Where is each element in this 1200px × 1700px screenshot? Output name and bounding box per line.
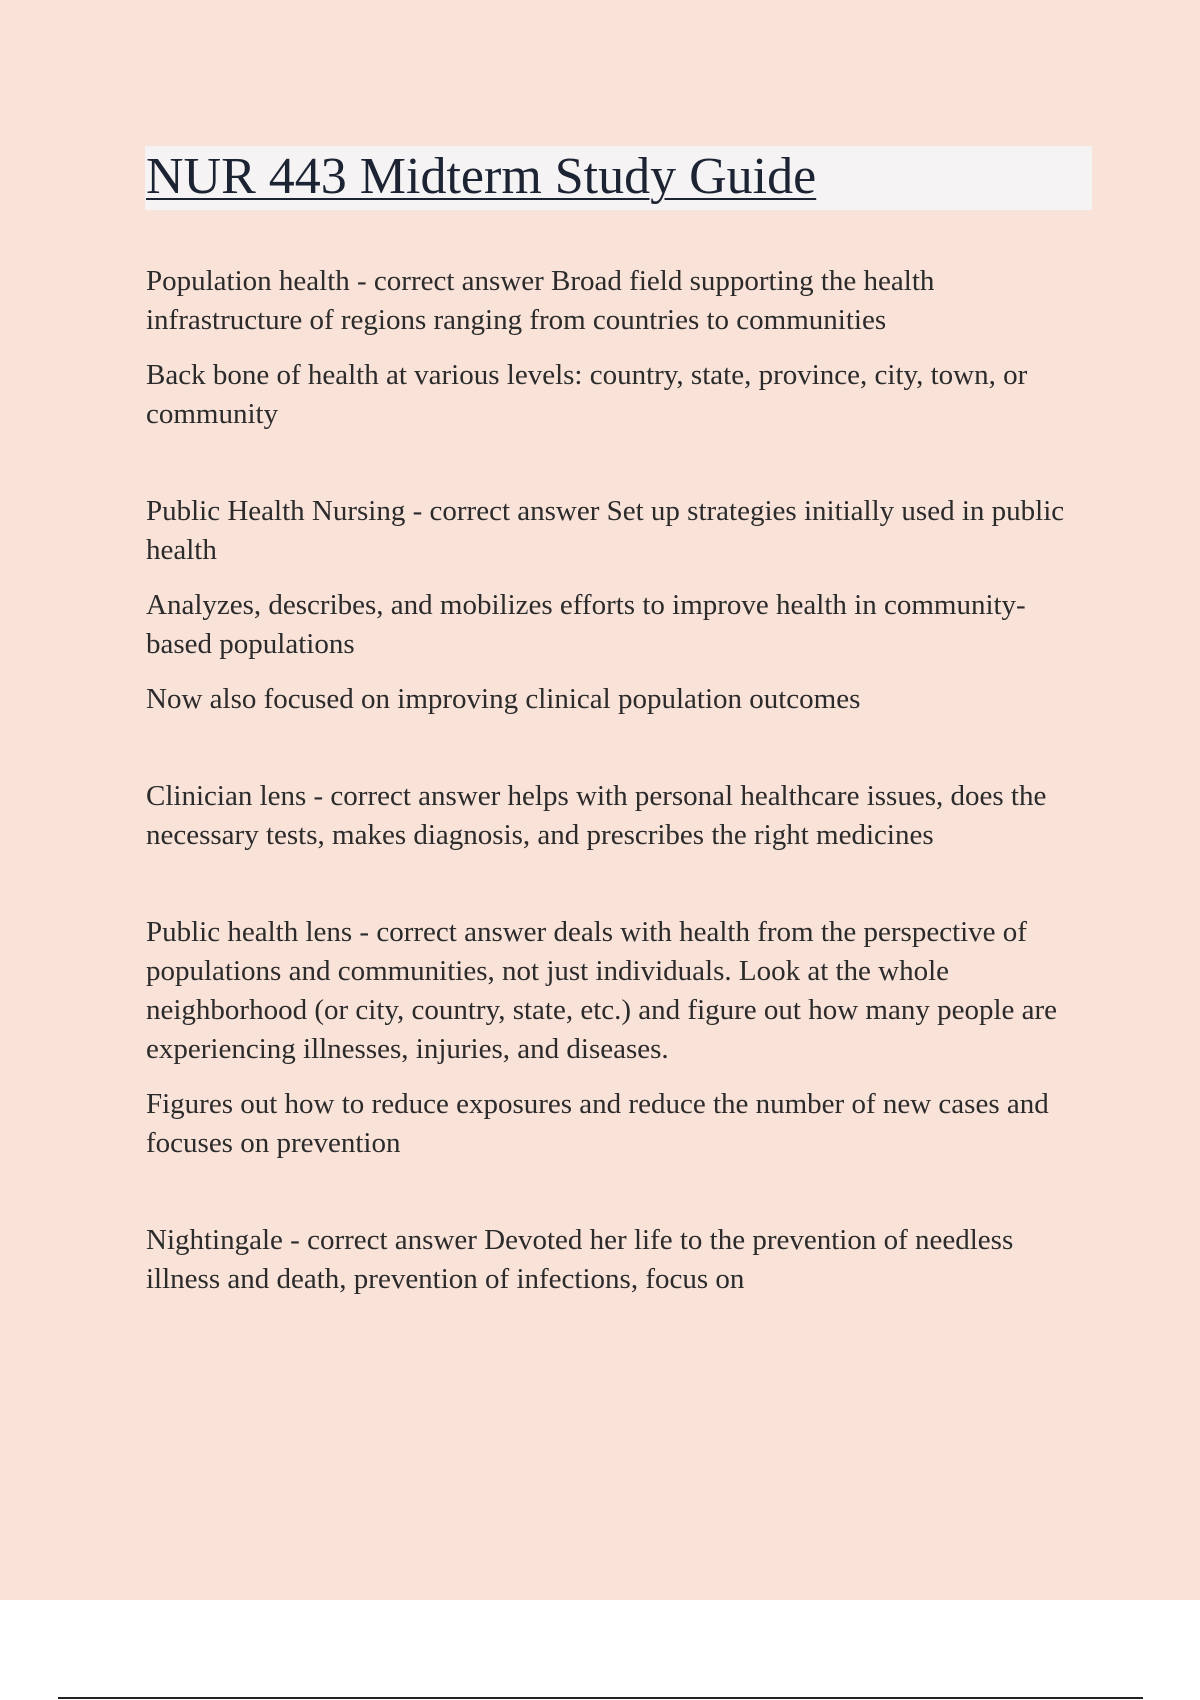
study-guide-content: [146, 262, 1086, 1357]
document-title: NUR 443 Midterm Study Guide: [146, 148, 817, 205]
entry-paragraph: Now also focused on improving clinical population outcomes: [146, 683, 861, 715]
entry-nightingale: [146, 1221, 1086, 1299]
entry-paragraph: Figures out how to reduce exposures and reduce the number of new cases and focuses on prevention: [146, 1088, 1049, 1159]
entry-population-health: [146, 262, 1086, 434]
entry-paragraph: Public Health Nursing - correct answer Set up strategies initially used in public health: [146, 495, 1065, 566]
entry-paragraph: Back bone of health at various levels: country, state, province, city, town, or community: [146, 359, 1028, 430]
entry-paragraph: Clinician lens - correct answer helps with personal healthcare issues, does the necessary tests, makes diagnosis, and prescribes the right medicines: [146, 780, 1047, 851]
entry-paragraph: Public health lens - correct answer deals with health from the perspective of populations and communities, not just individuals. Look at the whole neighborhood (or city, country, state, etc.) and figure out how many people are experiencing illnesses, injuries, and diseases.: [146, 916, 1058, 1065]
entry-public-health-nursing: [146, 492, 1086, 719]
entry-clinician-lens: [146, 777, 1086, 855]
footer-divider: [58, 1697, 1143, 1699]
entry-paragraph: Analyzes, describes, and mobilizes efforts to improve health in community-based populations: [146, 589, 1026, 660]
entry-paragraph: Nightingale - correct answer Devoted her life to the prevention of needless illness and death, prevention of infections, focus on: [146, 1224, 1014, 1295]
entry-paragraph: Population health - correct answer Broad field supporting the health infrastructure of regions ranging from countries to communities: [146, 265, 935, 336]
entry-public-health-lens: [146, 913, 1086, 1163]
